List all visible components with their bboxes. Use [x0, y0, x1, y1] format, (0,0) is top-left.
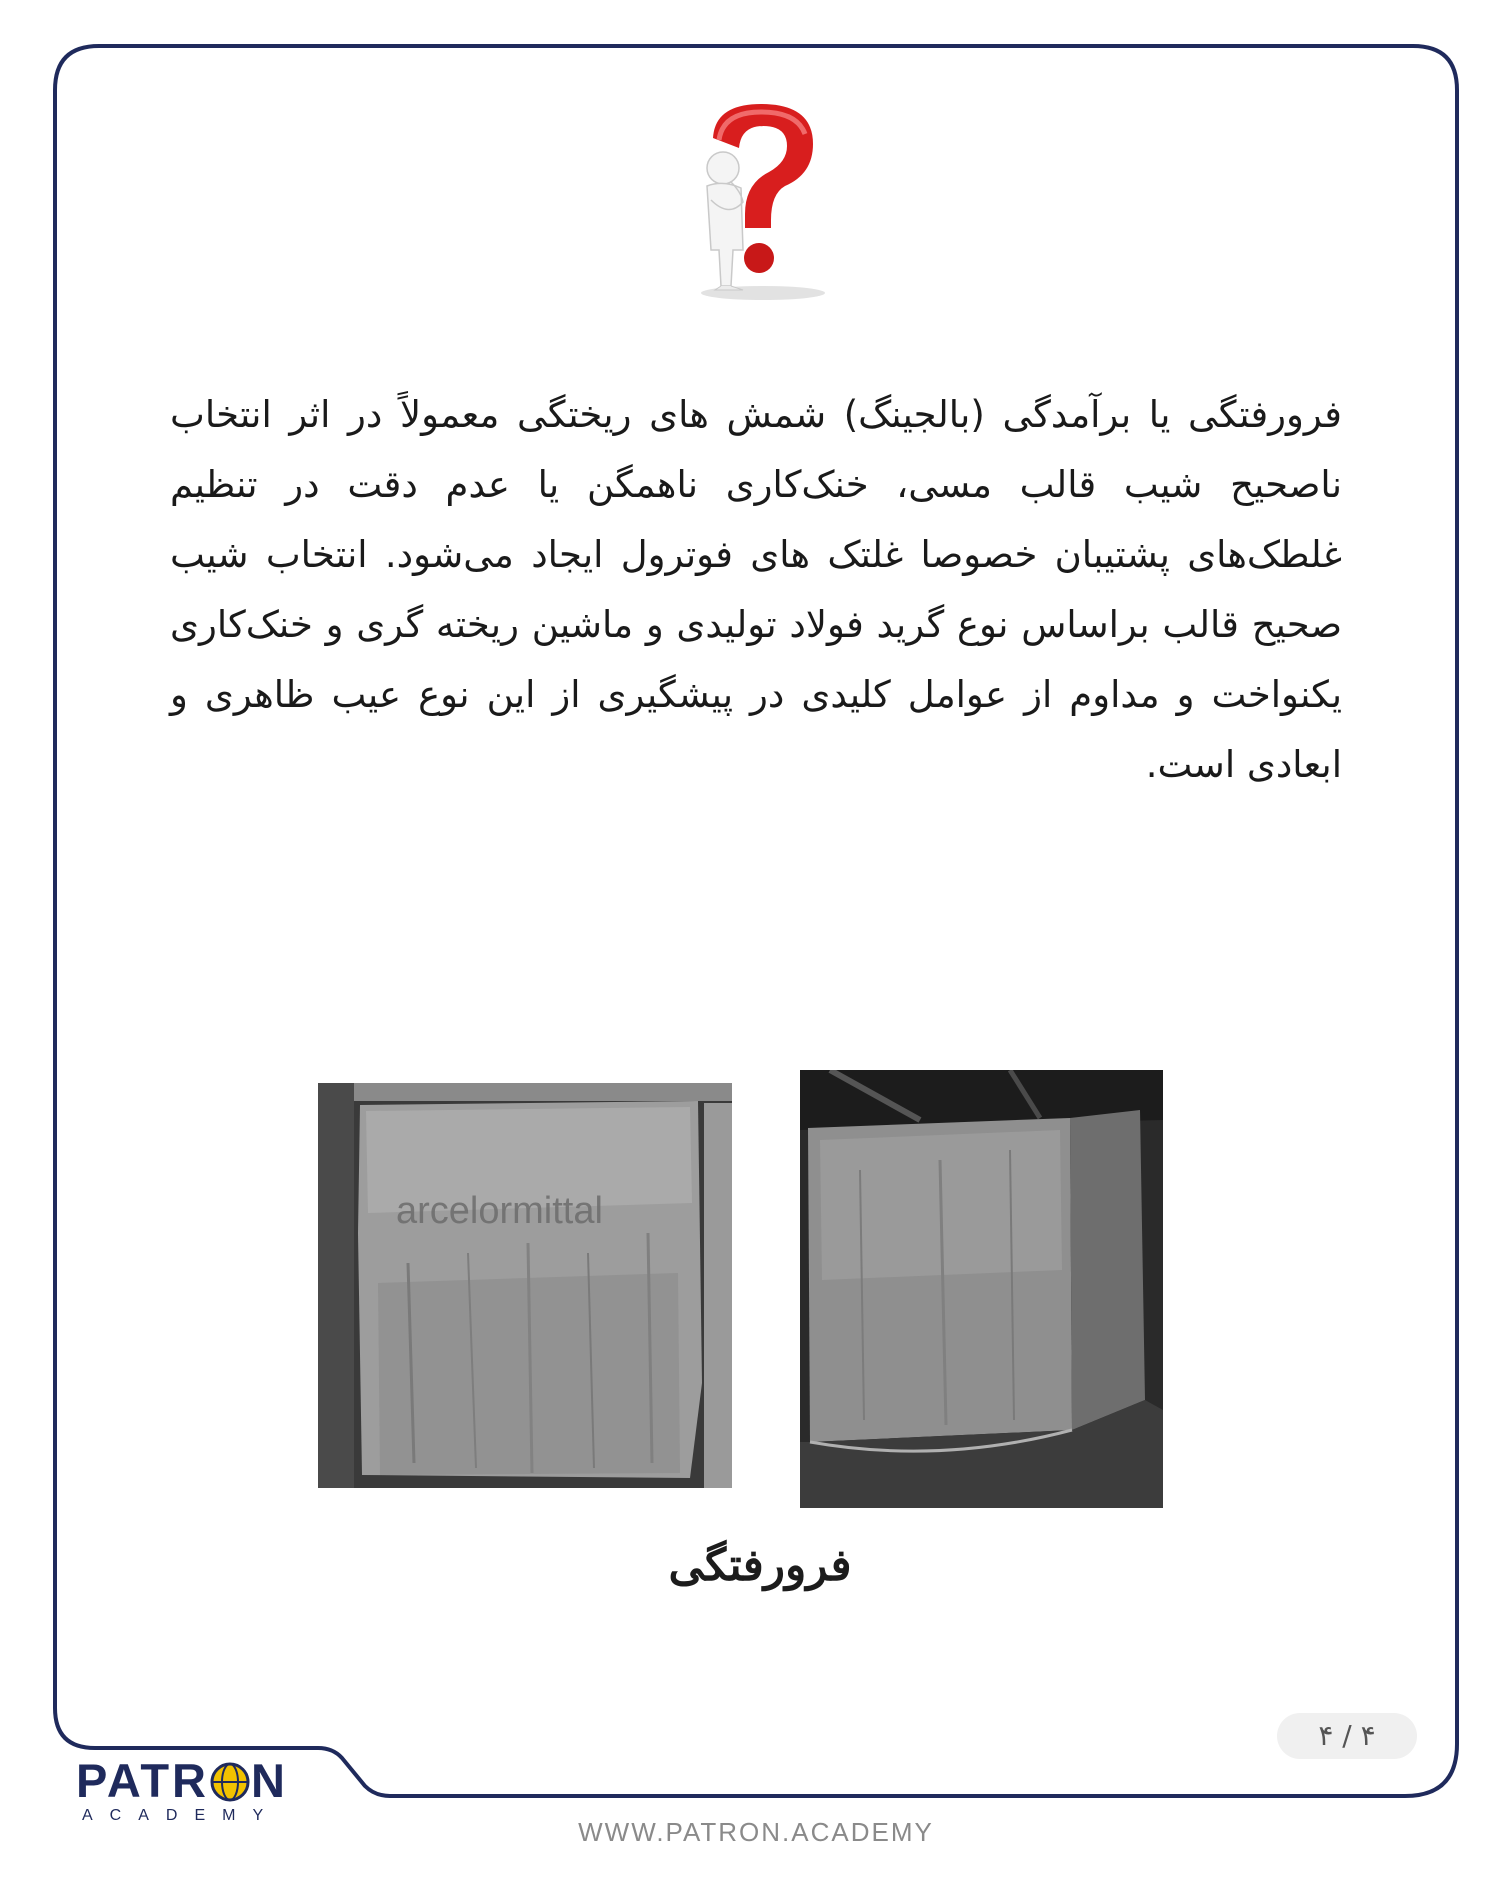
logo-word-left: PATR: [76, 1754, 209, 1807]
figure-caption: فرورفتگی: [668, 1540, 852, 1591]
billet-photo-left: [318, 1083, 732, 1488]
body-paragraph: فرورفتگی یا برآمدگی (بالجینگ) شمش های ریختگی معمولاً در اثر انتخاب ناصحیح شیب قالب مسی، خنک‌کاری ناهمگن یا عدم دقت در تنظیم غلطک‌های پشتیبان خصوصا غلتک های فوترول ایجاد می‌شود. انتخاب شیب صحیح قالب براساس نوع گرید فولاد تولیدی و ماشین ریخته گری و خنک‌کاری یکنواخت و مداوم از عوامل کلیدی در پیشگیری از این نوع عیب ظاهری و ابعادی است.: [170, 393, 1342, 786]
logo-subtitle: ACADEMY: [82, 1807, 281, 1824]
thinking-person-question-mark-icon: [685, 100, 845, 305]
logo-wordmark: [76, 1753, 288, 1808]
billet-brand-marking: arcelormittal: [396, 1190, 603, 1232]
globe-icon: [210, 1762, 250, 1802]
website-url[interactable]: WWW.PATRON.ACADEMY: [578, 1817, 934, 1847]
patron-academy-logo: [76, 1753, 336, 1823]
logo-word-right: N: [250, 1754, 288, 1807]
billet-photo-right: [800, 1070, 1163, 1508]
page-number-badge: ۴ / ۴: [1277, 1713, 1417, 1759]
